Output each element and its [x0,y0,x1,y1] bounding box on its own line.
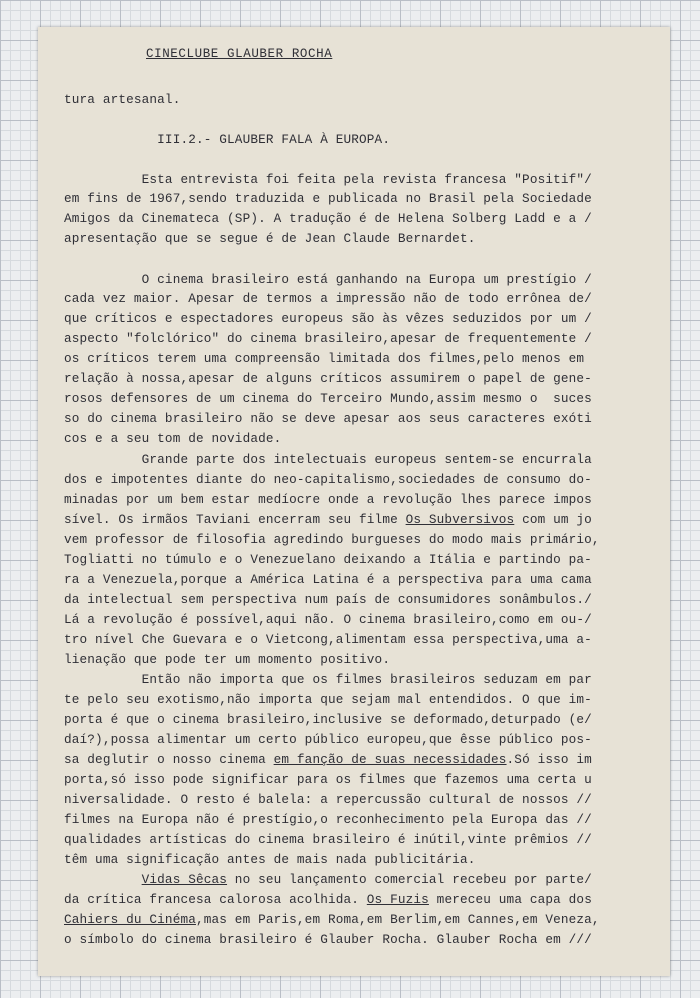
text-segment: no seu lançamento comercial recebeu por parte/ [227,872,592,887]
text-segment: rosos defensores de um cinema do Terceiro Mundo,assim mesmo o suces [64,391,592,406]
text-line [64,734,592,747]
text-segment: da intelectual sem perspectiva num país de consumidores sonâmbulos./ [64,592,592,607]
text-segment: sível. Os irmãos Taviani encerram seu filme [64,512,406,527]
underlined-title: Os Fuzis [366,892,429,907]
text-line [64,193,592,206]
text-segment: sa deglutir o nosso cinema [64,752,274,767]
text-line [64,413,592,426]
text-segment: vem professor de filosofia agredindo burgueses do modo mais primário, [64,532,600,547]
text-segment: tura artesanal. [64,92,181,107]
text-line [64,134,390,147]
text-segment: qualidades artísticas do cinema brasileiro é inútil,vinte prêmios // [64,832,592,847]
text-line [64,914,600,927]
text-line [64,333,592,346]
text-segment: filmes na Europa não é prestígio,o reconhecimento pela Europa das // [64,812,592,827]
text-line [64,373,592,386]
text-line [64,94,180,107]
text-line [64,854,475,867]
text-line [64,814,592,827]
text-segment: com um jo [514,512,592,527]
text-segment: so do cinema brasileiro não se deve apesar aos seus caracteres exóti [64,411,592,426]
text-segment: Esta entrevista foi feita pela revista francesa "Positif"/ [64,172,592,187]
text-segment: têm uma significação antes de mais nada publicitária. [64,852,476,867]
text-segment: porta é que o cinema brasileiro,inclusive se deformado,deturpado (e/ [64,712,592,727]
text-segment [64,872,142,887]
text-segment: lienação que pode ter um momento positivo. [64,652,391,667]
text-line [64,674,592,687]
text-line [64,934,592,947]
text-line [64,594,592,607]
text-segment: que críticos e espectadores europeus são às vêzes seduzidos por um / [64,311,592,326]
text-line [64,614,592,627]
text-line [64,834,592,847]
text-segment: daí?),possa alimentar um certo público europeu,que êsse público pos- [64,732,592,747]
text-line [64,433,281,446]
text-segment: da crítica francesa calorosa acolhida. [64,892,367,907]
underlined-title: em fanção de suas necessidades [273,752,507,767]
underlined-title: Os Subversivos [405,512,515,527]
text-line [64,694,592,707]
text-line [64,454,592,467]
text-line [64,794,592,807]
text-segment: tro nível Che Guevara e o Vietcong,alimentam essa perspectiva,uma a- [64,632,592,647]
page-header: CINECLUBE GLAUBER ROCHA [146,47,333,61]
text-line [64,353,584,366]
text-line [64,554,592,567]
text-segment: porta,só isso pode significar para os filmes que fazemos uma certa u [64,772,592,787]
document-page [38,27,670,976]
text-segment: cada vez maior. Apesar de termos a impressão não de todo errônea de/ [64,291,592,306]
text-line [64,574,592,587]
text-line [64,494,592,507]
text-line [64,233,475,246]
underlined-title: Vidas Sêcas [141,872,228,887]
text-segment: .Só isso im [506,752,592,767]
text-segment: mereceu uma capa dos [428,892,592,907]
text-segment: niversalidade. O resto é balela: a repercussão cultural de nossos // [64,792,592,807]
text-segment: aspecto "folclórico" do cinema brasileiro,apesar de frequentemente / [64,331,592,346]
text-segment: III.2.- GLAUBER FALA À EUROPA. [64,132,391,147]
text-line [64,754,592,767]
text-segment: em fins de 1967,sendo traduzida e publicada no Brasil pela Sociedade [64,191,592,206]
text-line [64,213,592,226]
text-segment: relação à nossa,apesar de alguns críticos assumirem o papel de gene- [64,371,592,386]
text-segment: minadas por um bem estar medíocre onde a revolução lhes parece impos [64,492,592,507]
text-line [64,634,592,647]
text-segment: ,mas em Paris,em Roma,em Berlim,em Cannes,em Veneza, [195,912,600,927]
text-line [64,293,592,306]
text-segment: O cinema brasileiro está ganhando na Europa um prestígio / [64,272,592,287]
text-segment: Então não importa que os filmes brasileiros seduzam em par [64,672,592,687]
text-line [64,474,592,487]
text-segment: Amigos da Cinemateca (SP). A tradução é de Helena Solberg Ladd e a / [64,211,592,226]
text-segment: Togliatti no túmulo e o Venezuelano deixando a Itália e partindo pa- [64,552,592,567]
text-line [64,894,592,907]
text-segment: cos e a seu tom de novidade. [64,431,282,446]
text-segment: os críticos terem uma compreensão limitada dos filmes,pelo menos em [64,351,585,366]
text-segment: Lá a revolução é possível,aqui não. O cinema brasileiro,como em ou-/ [64,612,592,627]
text-line [64,534,600,547]
text-line [64,774,592,787]
text-line [64,274,592,287]
text-segment: apresentação que se segue é de Jean Claude Bernardet. [64,231,476,246]
text-segment: ra a Venezuela,porque a América Latina é a perspectiva para uma cama [64,572,592,587]
text-segment: o símbolo do cinema brasileiro é Glauber Rocha. Glauber Rocha em /// [64,932,592,947]
text-segment: te pelo seu exotismo,não importa que sejam mal entendidos. O que im- [64,692,592,707]
text-segment: dos e impotentes diante do neo-capitalismo,sociedades de consumo do- [64,472,592,487]
text-line [64,874,592,887]
text-segment: Grande parte dos intelectuais europeus sentem-se encurrala [64,452,592,467]
text-line [64,654,390,667]
text-line [64,313,592,326]
text-line [64,393,592,406]
text-line [64,714,592,727]
text-line [64,514,592,527]
text-line [64,174,592,187]
underlined-title: Cahiers du Cinéma [64,912,196,927]
